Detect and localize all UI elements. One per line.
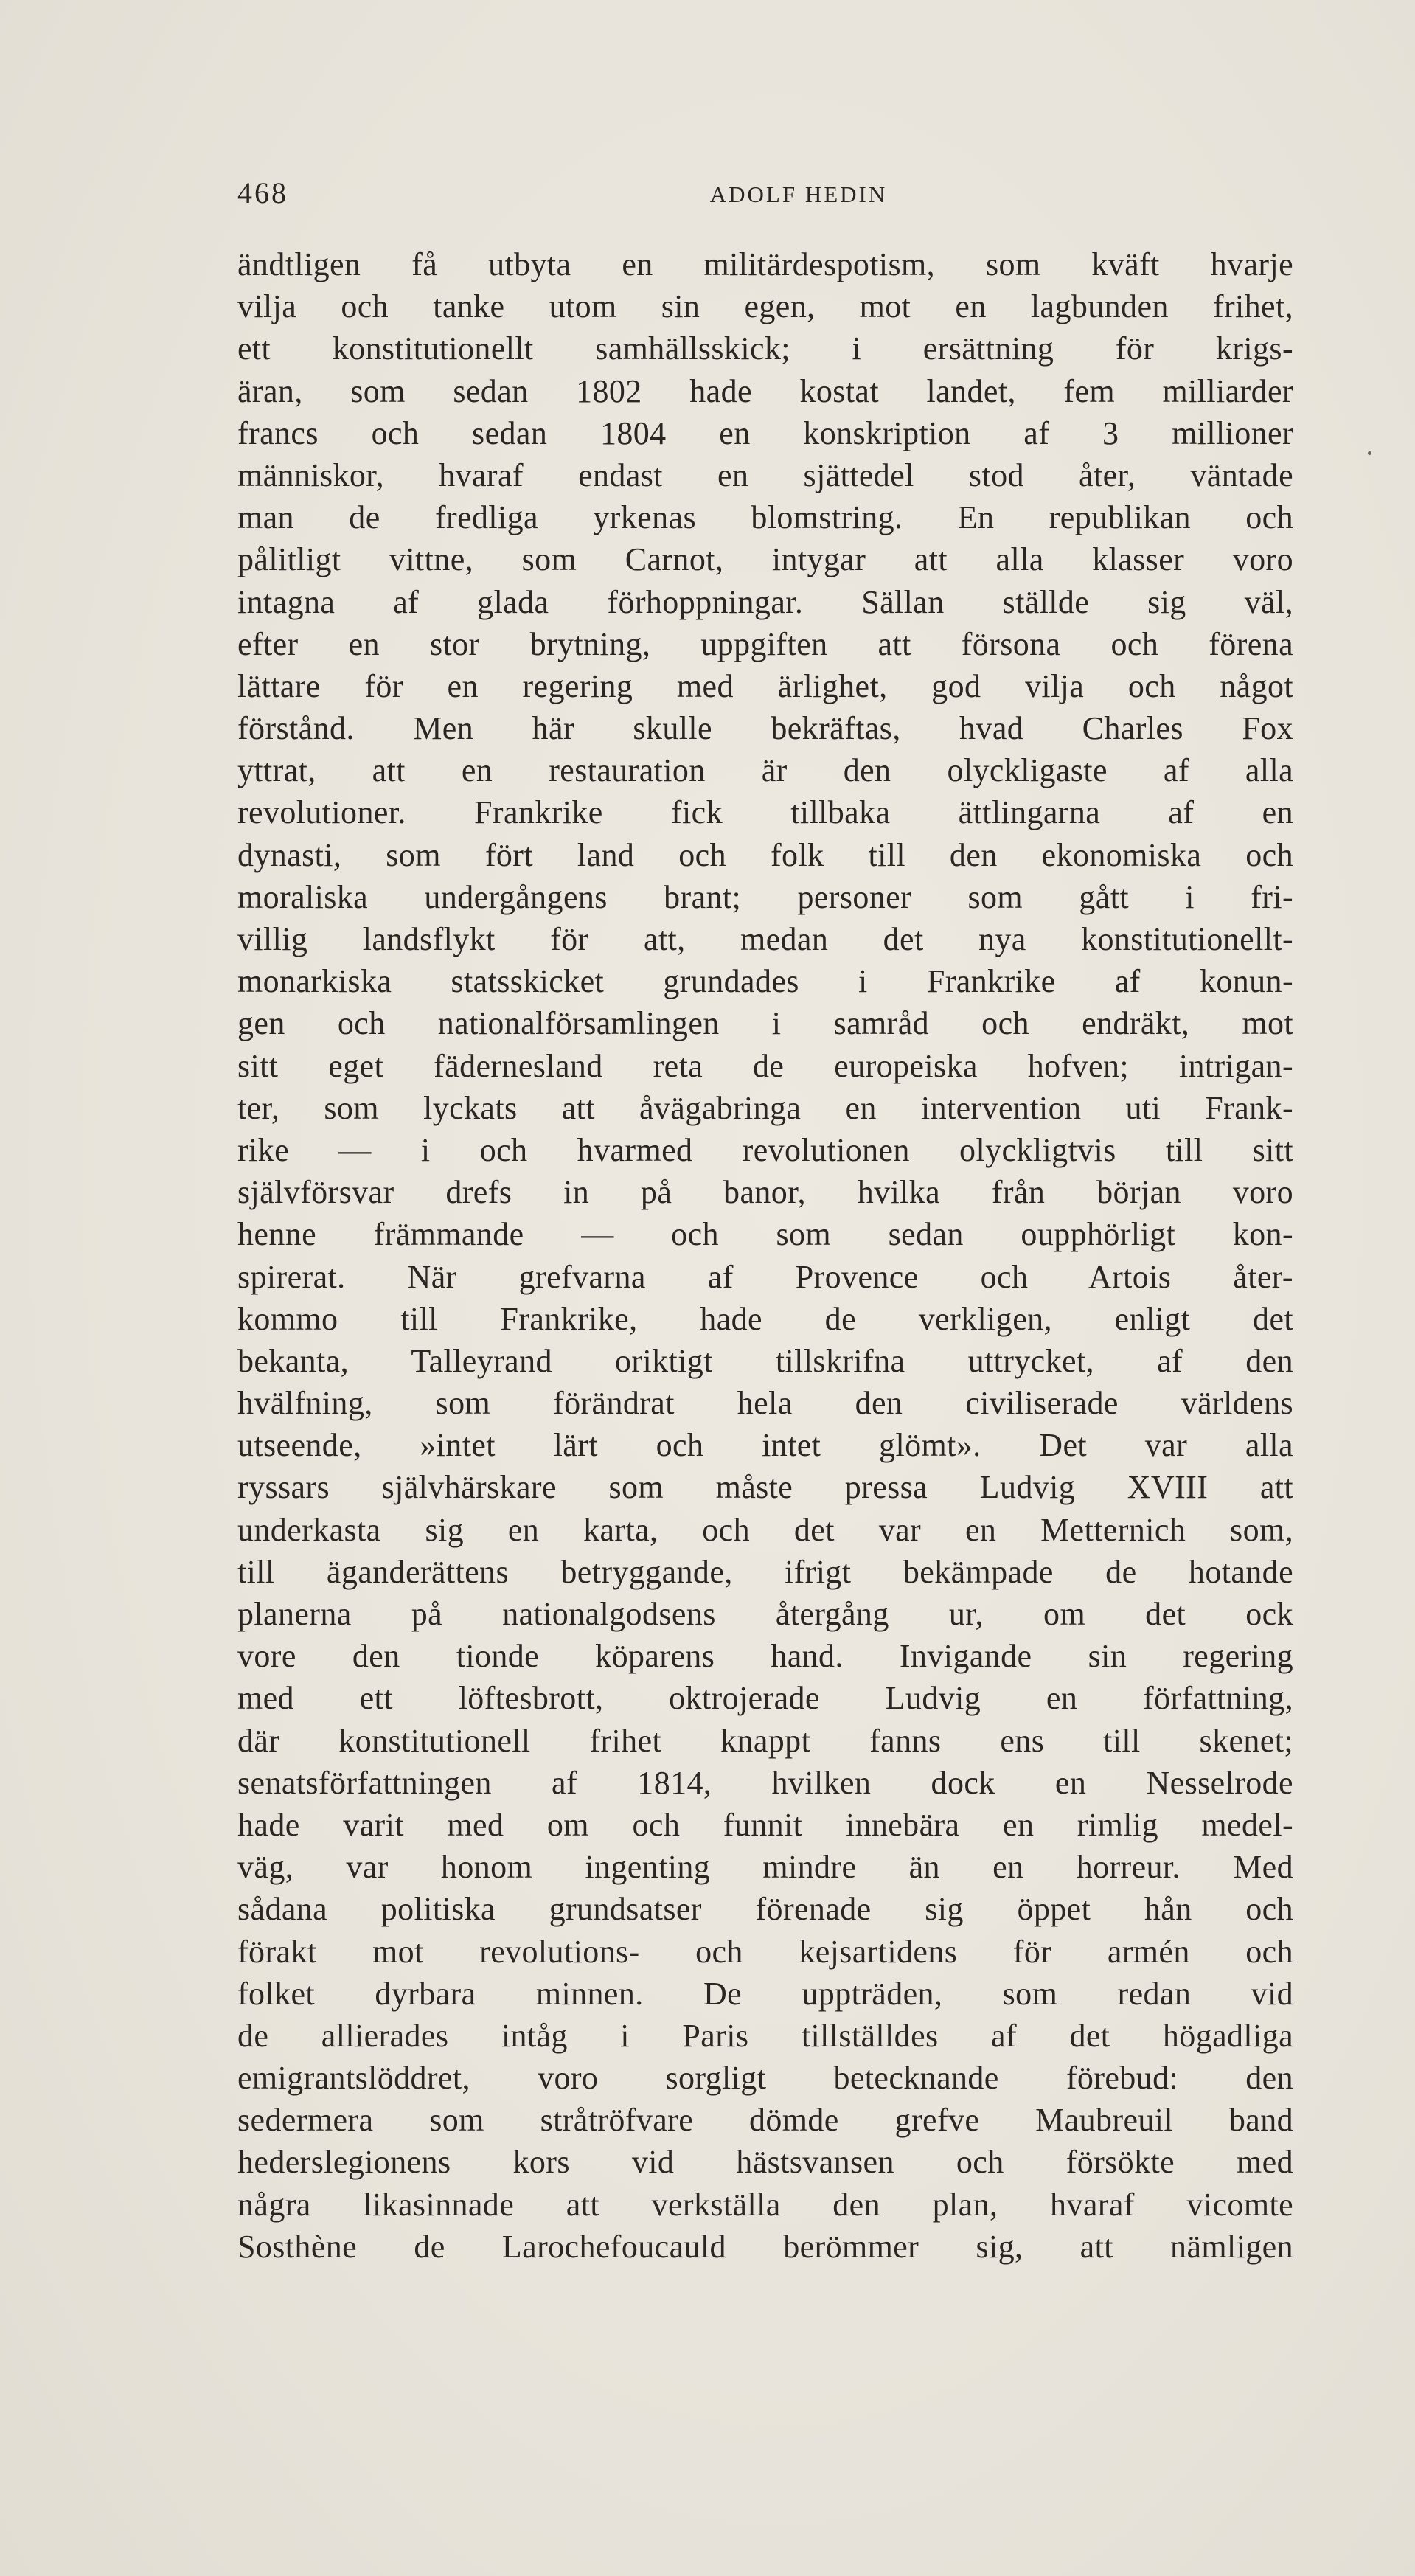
text-line: revolutioner. Frankrike fick tillbaka ättlingarna af en (237, 794, 1293, 831)
text-line: sedermera som stråtröfvare dömde grefve Maubreuil band (237, 2102, 1293, 2139)
text-line: underkasta sig en karta, och det var en Metternich som, (237, 1511, 1293, 1548)
text-line: man de fredliga yrkenas blomstring. En republikan och (237, 499, 1293, 536)
text-line: yttrat, att en restauration är den olyckligaste af alla (237, 752, 1293, 789)
text-line: hvälfning, som förändrat hela den civiliserade världens (237, 1385, 1293, 1422)
text-line: gen och nationalförsamlingen i samråd och endräkt, mot (237, 1005, 1293, 1042)
text-line: sådana politiska grundsatser förenade sig öppet hån och (237, 1891, 1293, 1928)
text-line: henne främmande — och som sedan oupphörligt kon- (237, 1216, 1293, 1253)
text-line: där konstitutionell frihet knappt fanns ens till skenet; (237, 1722, 1293, 1759)
text-line: ter, som lyckats att åvägabringa en intervention uti Frank- (237, 1089, 1293, 1126)
running-head (237, 171, 1293, 215)
text-line: några likasinnade att verkställa den plan, hvaraf vicomte (237, 2186, 1293, 2223)
text-line: francs och sedan 1804 en konskription af 3 millioner (237, 414, 1293, 451)
page-number: 468 (237, 176, 288, 209)
text-line: bekanta, Talleyrand oriktigt tillskrifna uttrycket, af den (237, 1342, 1293, 1379)
text-line: ryssars självhärskare som måste pressa Ludvig XVIII att (237, 1469, 1293, 1506)
text-line: ändtligen få utbyta en militärdespotism, som kväft hvarje (237, 246, 1293, 282)
text-line: moraliska undergångens brant; personer som gått i fri- (237, 878, 1293, 915)
text-line: villig landsflykt för att, medan det nya konstitutionellt- (237, 921, 1293, 957)
text-line: lättare för en regering med ärlighet, god vilja och något (237, 667, 1293, 704)
text-line: hederslegionens kors vid hästsvansen och försökte med (237, 2144, 1293, 2181)
text-line: vilja och tanke utom sin egen, mot en lagbunden frihet, (237, 288, 1293, 325)
text-line: monarkiska statsskicket grundades i Frankrike af konun- (237, 963, 1293, 1000)
text-line: emigrantslöddret, voro sorgligt betecknande förebud: den (237, 2060, 1293, 2097)
text-line: de allierades intåg i Paris tillställdes af det högadliga (237, 2017, 1293, 2054)
text-line: förakt mot revolutions- och kejsartidens för armén och (237, 1933, 1293, 1970)
text-line: rike — i och hvarmed revolutionen olyckligtvis till sitt (237, 1131, 1293, 1168)
running-title: ADOLF HEDIN (709, 181, 888, 207)
text-line: utseende, »intet lärt och intet glömt». Det var alla (237, 1427, 1293, 1464)
text-line: hade varit med om och funnit innebära en rimlig medel- (237, 1806, 1293, 1843)
text-line: Sosthène de Larochefoucauld berömmer sig, att nämligen (237, 2228, 1293, 2265)
text-line: förstånd. Men här skulle bekräftas, hvad Charles Fox (237, 710, 1293, 747)
text-line: självförsvar drefs in på banor, hvilka från början voro (237, 1174, 1293, 1211)
text-line: senatsförfattningen af 1814, hvilken dock en Nesselrode (237, 1764, 1293, 1801)
text-line: folket dyrbara minnen. De uppträden, som redan vid (237, 1975, 1293, 2012)
margin-speck (1368, 451, 1371, 455)
text-line: människor, hvaraf endast en sjättedel stod åter, väntade (237, 456, 1293, 493)
text-line: intagna af glada förhoppningar. Sällan ställde sig väl, (237, 583, 1293, 620)
text-line: pålitligt vittne, som Carnot, intygar att alla klasser voro (237, 541, 1293, 578)
text-line: sitt eget fädernesland reta de europeiska hofven; intrigan- (237, 1047, 1293, 1084)
body-text (237, 243, 1293, 2268)
text-line: efter en stor brytning, uppgiften att försona och förena (237, 625, 1293, 662)
text-line: ett konstitutionellt samhällsskick; i ersättning för krigs- (237, 330, 1293, 367)
text-line: med ett löftesbrott, oktrojerade Ludvig en författning, (237, 1680, 1293, 1717)
text-line: kommo till Frankrike, hade de verkligen, enligt det (237, 1300, 1293, 1337)
text-line: väg, var honom ingenting mindre än en horreur. Med (237, 1849, 1293, 1886)
text-line: dynasti, som fört land och folk till den ekonomiska och (237, 836, 1293, 873)
text-line: vore den tionde köparens hand. Invigande sin regering (237, 1638, 1293, 1675)
text-line: äran, som sedan 1802 hade kostat landet, fem milliarder (237, 372, 1293, 409)
text-line: planerna på nationalgodsens återgång ur, om det ock (237, 1596, 1293, 1632)
text-line: till äganderättens betryggande, ifrigt bekämpade de hotande (237, 1553, 1293, 1590)
text-line: spirerat. När grefvarna af Provence och Artois åter- (237, 1258, 1293, 1295)
